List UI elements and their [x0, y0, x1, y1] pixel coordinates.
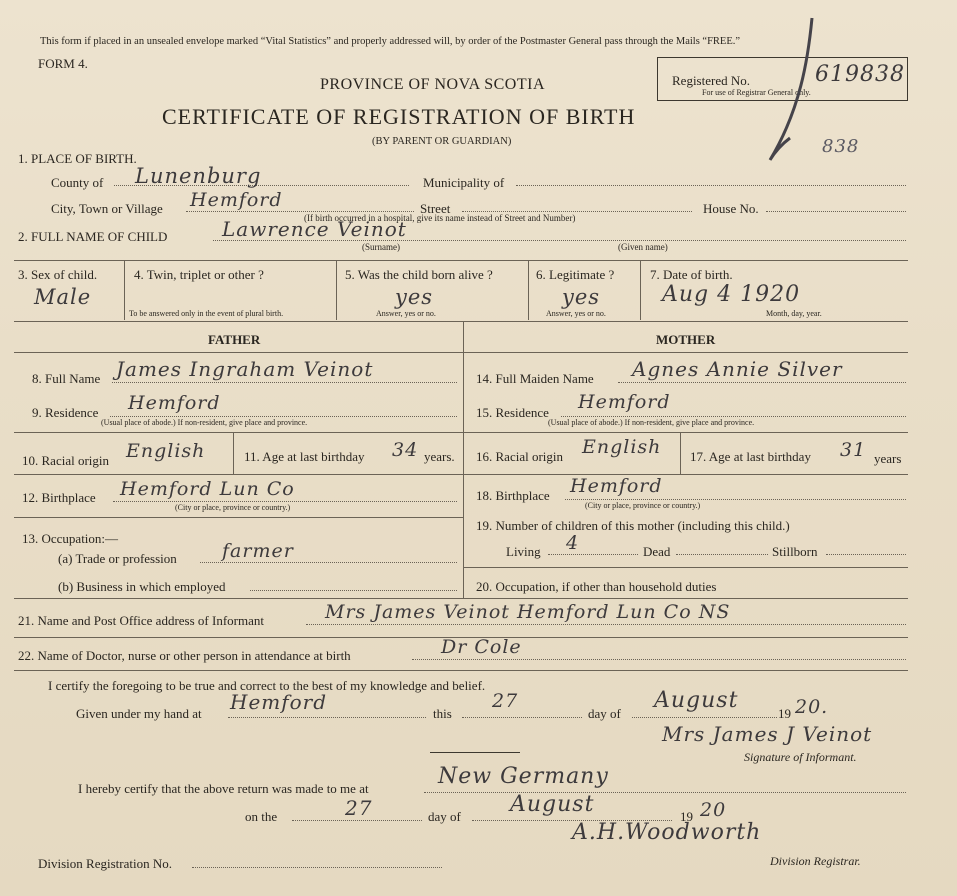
field-line: [632, 717, 777, 718]
division-registrar-label: Division Registrar.: [770, 854, 861, 868]
field-line: [548, 554, 638, 555]
father-heading: FATHER: [208, 332, 261, 347]
dob-label: 7. Date of birth.: [650, 267, 733, 282]
this-label: this: [433, 706, 452, 721]
field-line: [110, 416, 457, 417]
father-business-label: (b) Business in which employed: [58, 579, 226, 594]
father-residence-value: Hemford: [128, 392, 221, 414]
municipality-label: Municipality of: [423, 175, 505, 190]
alive-note: Answer, yes or no.: [376, 309, 436, 318]
given-month-value: August: [654, 688, 739, 713]
father-residence-label: 9. Residence: [32, 405, 99, 420]
given-place-value: Hemford: [230, 690, 328, 714]
mother-racial-value: English: [582, 436, 662, 458]
division-no-label: Division Registration No.: [38, 856, 172, 871]
registrar-statement: I hereby certify that the above return was made to me at: [78, 781, 369, 796]
row-divider: [14, 432, 463, 433]
province-heading: PROVINCE OF NOVA SCOTIA: [320, 76, 546, 93]
field-line: [618, 382, 906, 383]
field-line: [676, 554, 768, 555]
registrar-year-value: 20: [700, 799, 727, 821]
column-divider: [680, 432, 681, 474]
field-line: [412, 659, 906, 660]
day-of-label: day of: [588, 706, 621, 721]
alive-value: yes: [395, 285, 434, 309]
living-value: 4: [566, 532, 580, 554]
mother-age-label: 17. Age at last birthday: [690, 449, 811, 464]
given-day-value: 27: [492, 690, 519, 712]
mother-name-label: 14. Full Maiden Name: [476, 371, 594, 386]
legitimate-note: Answer, yes or no.: [546, 309, 606, 318]
registrar-day-of-label: day of: [428, 809, 461, 824]
field-line: [250, 590, 457, 591]
field-line: [200, 562, 457, 563]
row-divider: [463, 432, 908, 433]
surname-note: (Surname): [362, 242, 400, 252]
mother-heading: MOTHER: [656, 332, 716, 347]
year-prefix: 19: [778, 706, 791, 721]
father-age-label: 11. Age at last birthday: [244, 449, 365, 464]
father-age-value: 34: [392, 439, 419, 461]
city-label: City, Town or Village: [51, 201, 163, 216]
mother-residence-value: Hemford: [578, 391, 671, 413]
father-name-label: 8. Full Name: [32, 371, 101, 386]
mother-racial-label: 16. Racial origin: [476, 449, 564, 464]
mother-birthplace-value: Hemford: [570, 475, 663, 497]
registrar-place-value: New Germany: [438, 764, 609, 789]
registrar-signature: A.H.Woodworth: [572, 820, 762, 845]
field-line: [228, 717, 426, 718]
registrar-day-value: 27: [345, 796, 373, 820]
sex-value: Male: [34, 285, 92, 309]
field-line: [424, 792, 906, 793]
row-divider: [14, 321, 908, 322]
row-divider: [14, 517, 463, 518]
informant-signature: Mrs James J Veinot: [662, 722, 873, 746]
given-name-note: (Given name): [618, 242, 668, 252]
house-line: [766, 211, 906, 212]
row-divider: [463, 474, 908, 475]
legitimate-label: 6. Legitimate ?: [536, 267, 615, 282]
mother-residence-note: (Usual place of abode.) If non-resident, give place and province.: [548, 418, 755, 427]
mother-children-label: 19. Number of children of this mother (including this child.): [476, 518, 790, 533]
city-line: [186, 211, 414, 212]
doctor-value: Dr Cole: [441, 636, 522, 658]
column-divider: [233, 432, 234, 474]
mother-birthplace-note: (City or place, province or country.): [585, 501, 701, 510]
check-stroke-mark: [760, 10, 820, 170]
dob-value: Aug 4 1920: [662, 282, 801, 307]
twin-note: To be answered only in the event of plural birth.: [129, 309, 284, 318]
on-the-label: on the: [245, 809, 278, 824]
child-name-value: Lawrence Veinot: [222, 217, 407, 241]
alive-label: 5. Was the child born alive ?: [345, 267, 493, 282]
registered-label: Registered No.: [672, 73, 750, 88]
twin-label: 4. Twin, triplet or other ?: [134, 267, 264, 282]
mother-age-value: 31: [840, 439, 867, 461]
registered-number: 619838: [815, 62, 905, 87]
postal-notice: This form if placed in an unsealed envelope marked “Vital Statistics” and properly addressed will, by order of the Postmaster General pass through the Mails “FREE.”: [40, 36, 741, 47]
street-label: Street: [420, 201, 451, 216]
mother-birthplace-label: 18. Birthplace: [476, 488, 550, 503]
father-trade-label: (a) Trade or profession: [58, 551, 177, 566]
row-divider: [14, 352, 463, 353]
field-line: [561, 416, 906, 417]
certificate-subtitle: (BY PARENT OR GUARDIAN): [372, 136, 512, 147]
registrar-month-value: August: [510, 792, 595, 817]
certify-statement: I certify the foregoing to be true and correct to the best of my knowledge and belief.: [48, 678, 486, 693]
form-number: FORM 4.: [38, 56, 88, 71]
informant-value: Mrs James Veinot Hemford Lun Co NS: [325, 601, 731, 623]
corner-number: 838: [822, 136, 860, 157]
mother-name-value: Agnes Annie Silver: [632, 357, 843, 381]
father-years: years.: [424, 449, 455, 464]
registrar-year-prefix: 19: [680, 809, 693, 824]
given-under-label: Given under my hand at: [76, 706, 202, 721]
field-line: [192, 867, 442, 868]
column-divider: [124, 260, 125, 320]
column-divider: [528, 260, 529, 320]
column-divider: [640, 260, 641, 320]
dob-note: Month, day, year.: [766, 309, 822, 318]
child-name-label: 2. FULL NAME OF CHILD: [18, 229, 168, 244]
field-line: [565, 499, 906, 500]
father-racial-value: English: [126, 440, 206, 462]
father-birthplace-label: 12. Birthplace: [22, 490, 96, 505]
street-line: [462, 211, 692, 212]
county-label: County of: [51, 175, 104, 190]
father-name-value: James Ingraham Veinot: [116, 357, 374, 381]
father-racial-label: 10. Racial origin: [22, 453, 110, 468]
field-line: [306, 624, 906, 625]
field-line: [462, 717, 582, 718]
city-value: Hemford: [190, 189, 283, 211]
legitimate-value: yes: [562, 285, 601, 309]
field-line: [826, 554, 906, 555]
stillborn-label: Stillborn: [772, 544, 818, 559]
given-year-value: 20.: [795, 696, 829, 718]
separator-rule: [430, 752, 520, 753]
house-label: House No.: [703, 201, 759, 216]
parent-divider: [463, 321, 464, 598]
municipality-line: [516, 185, 906, 186]
place-section-label: 1. PLACE OF BIRTH.: [18, 151, 137, 166]
doctor-label: 22. Name of Doctor, nurse or other person in attendance at birth: [18, 648, 351, 663]
father-birthplace-note: (City or place, province or country.): [175, 503, 291, 512]
field-line: [292, 820, 422, 821]
father-birthplace-value: Hemford Lun Co: [120, 478, 295, 500]
row-divider-top: [14, 260, 908, 261]
father-trade-value: farmer: [222, 540, 294, 562]
registrar-note: For use of Registrar General only.: [702, 88, 811, 97]
field-line: [112, 382, 457, 383]
mother-occupation-label: 20. Occupation, if other than household duties: [476, 579, 717, 594]
dead-label: Dead: [643, 544, 671, 559]
signature-informant-label: Signature of Informant.: [744, 750, 857, 764]
row-divider: [463, 352, 908, 353]
certificate-title: CERTIFICATE OF REGISTRATION OF BIRTH: [162, 104, 636, 129]
mother-residence-label: 15. Residence: [476, 405, 549, 420]
street-note: (If birth occurred in a hospital, give its name instead of Street and Number): [304, 213, 576, 223]
mother-years: years: [874, 451, 902, 466]
row-divider: [463, 567, 908, 568]
row-divider: [14, 670, 908, 671]
informant-label: 21. Name and Post Office address of Informant: [18, 613, 264, 628]
father-occupation-label: 13. Occupation:—: [22, 531, 119, 546]
column-divider: [336, 260, 337, 320]
row-divider: [14, 598, 908, 599]
sex-label: 3. Sex of child.: [18, 267, 98, 282]
row-divider: [14, 474, 463, 475]
county-value: Lunenburg: [135, 164, 262, 188]
living-label: Living: [506, 544, 541, 559]
field-line: [113, 501, 457, 502]
father-residence-note: (Usual place of abode.) If non-resident, give place and province.: [101, 418, 308, 427]
